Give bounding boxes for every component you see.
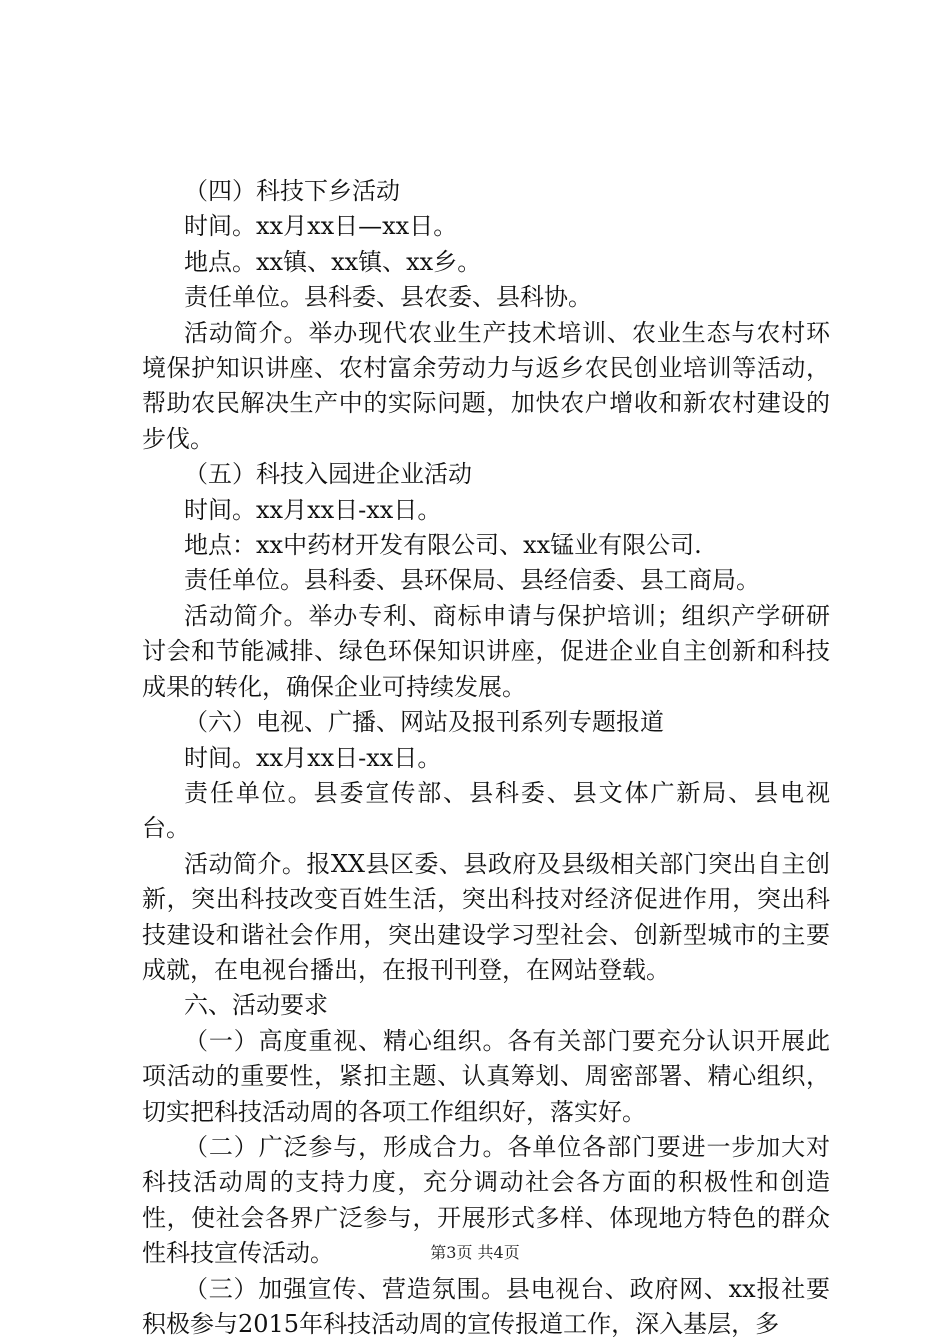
paragraph-time: 时间。xx月xx日-xx日。 [184,743,442,772]
paragraph-activity-summary: 活动简介。举办专利、商标申请与保护培训；组织产学研研讨会和节能减排、绿色环保知识讲座，促进企业自主创新和科技成果的转化，确保企业可持续发展。 [142,601,830,701]
paragraph-time: 时间。xx月xx日-xx日。 [184,495,442,524]
paragraph-location: 地点：xx中药材开发有限公司、xx锰业有限公司. [184,531,702,560]
paragraph-location: 地点。xx镇、xx镇、xx乡。 [184,247,482,276]
paragraph-responsible-unit: 责任单位。县委宣传部、县科委、县文体广新局、县电视台。 [142,778,830,843]
section-heading-4: （四）科技下乡活动 [184,177,400,205]
paragraph-activity-summary: 活动简介。报XX县区委、县政府及县级相关部门突出自主创新，突出科技改变百姓生活，突出科技对经济促进作用，突出科技建设和谐社会作用，突出建设学习型社会、创新型城市的主要成就，在电视台播出，在报刊刊登，在网站登载。 [142,849,830,984]
section-heading-requirements: 六、活动要求 [184,991,328,1020]
page-number-footer: 第3页 共4页 [430,1243,520,1262]
paragraph-requirement-2: （二）广泛参与，形成合力。各单位各部门要进一步加大对科技活动周的支持力度，充分调动社会各方面的积极性和创造性，使社会各界广泛参与，开展形式多样、体现地方特色的群众性科技宣传活动。 [142,1132,830,1268]
section-heading-5: （五）科技入园进企业活动 [184,460,472,489]
paragraph-requirement-1: （一）高度重视、精心组织。各有关部门要充分认识开展此项活动的重要性，紧扣主题、认真筹划、周密部署、精心组织，切实把科技活动周的各项工作组织好，落实好。 [142,1026,830,1126]
paragraph-responsible-unit: 责任单位。县科委、县农委、县科协。 [184,283,592,312]
paragraph-time: 时间。xx月xx日—xx日。 [184,212,458,241]
section-heading-6: （六）电视、广播、网站及报刊系列专题报道 [184,708,664,737]
document-body [142,174,830,1342]
paragraph-requirement-3: （三）加强宣传、营造氛围。县电视台、政府网、xx报社要积极参与2015年科技活动周的宣传报道工作，深入基层，多 [142,1274,830,1338]
paragraph-responsible-unit: 责任单位。县科委、县环保局、县经信委、县工商局。 [184,566,760,595]
paragraph-activity-summary: 活动简介。举办现代农业生产技术培训、农业生态与农村环境保护知识讲座、农村富余劳动力与返乡农民创业培训等活动，帮助农民解决生产中的实际问题，加快农户增收和新农村建设的步伐。 [142,318,830,453]
